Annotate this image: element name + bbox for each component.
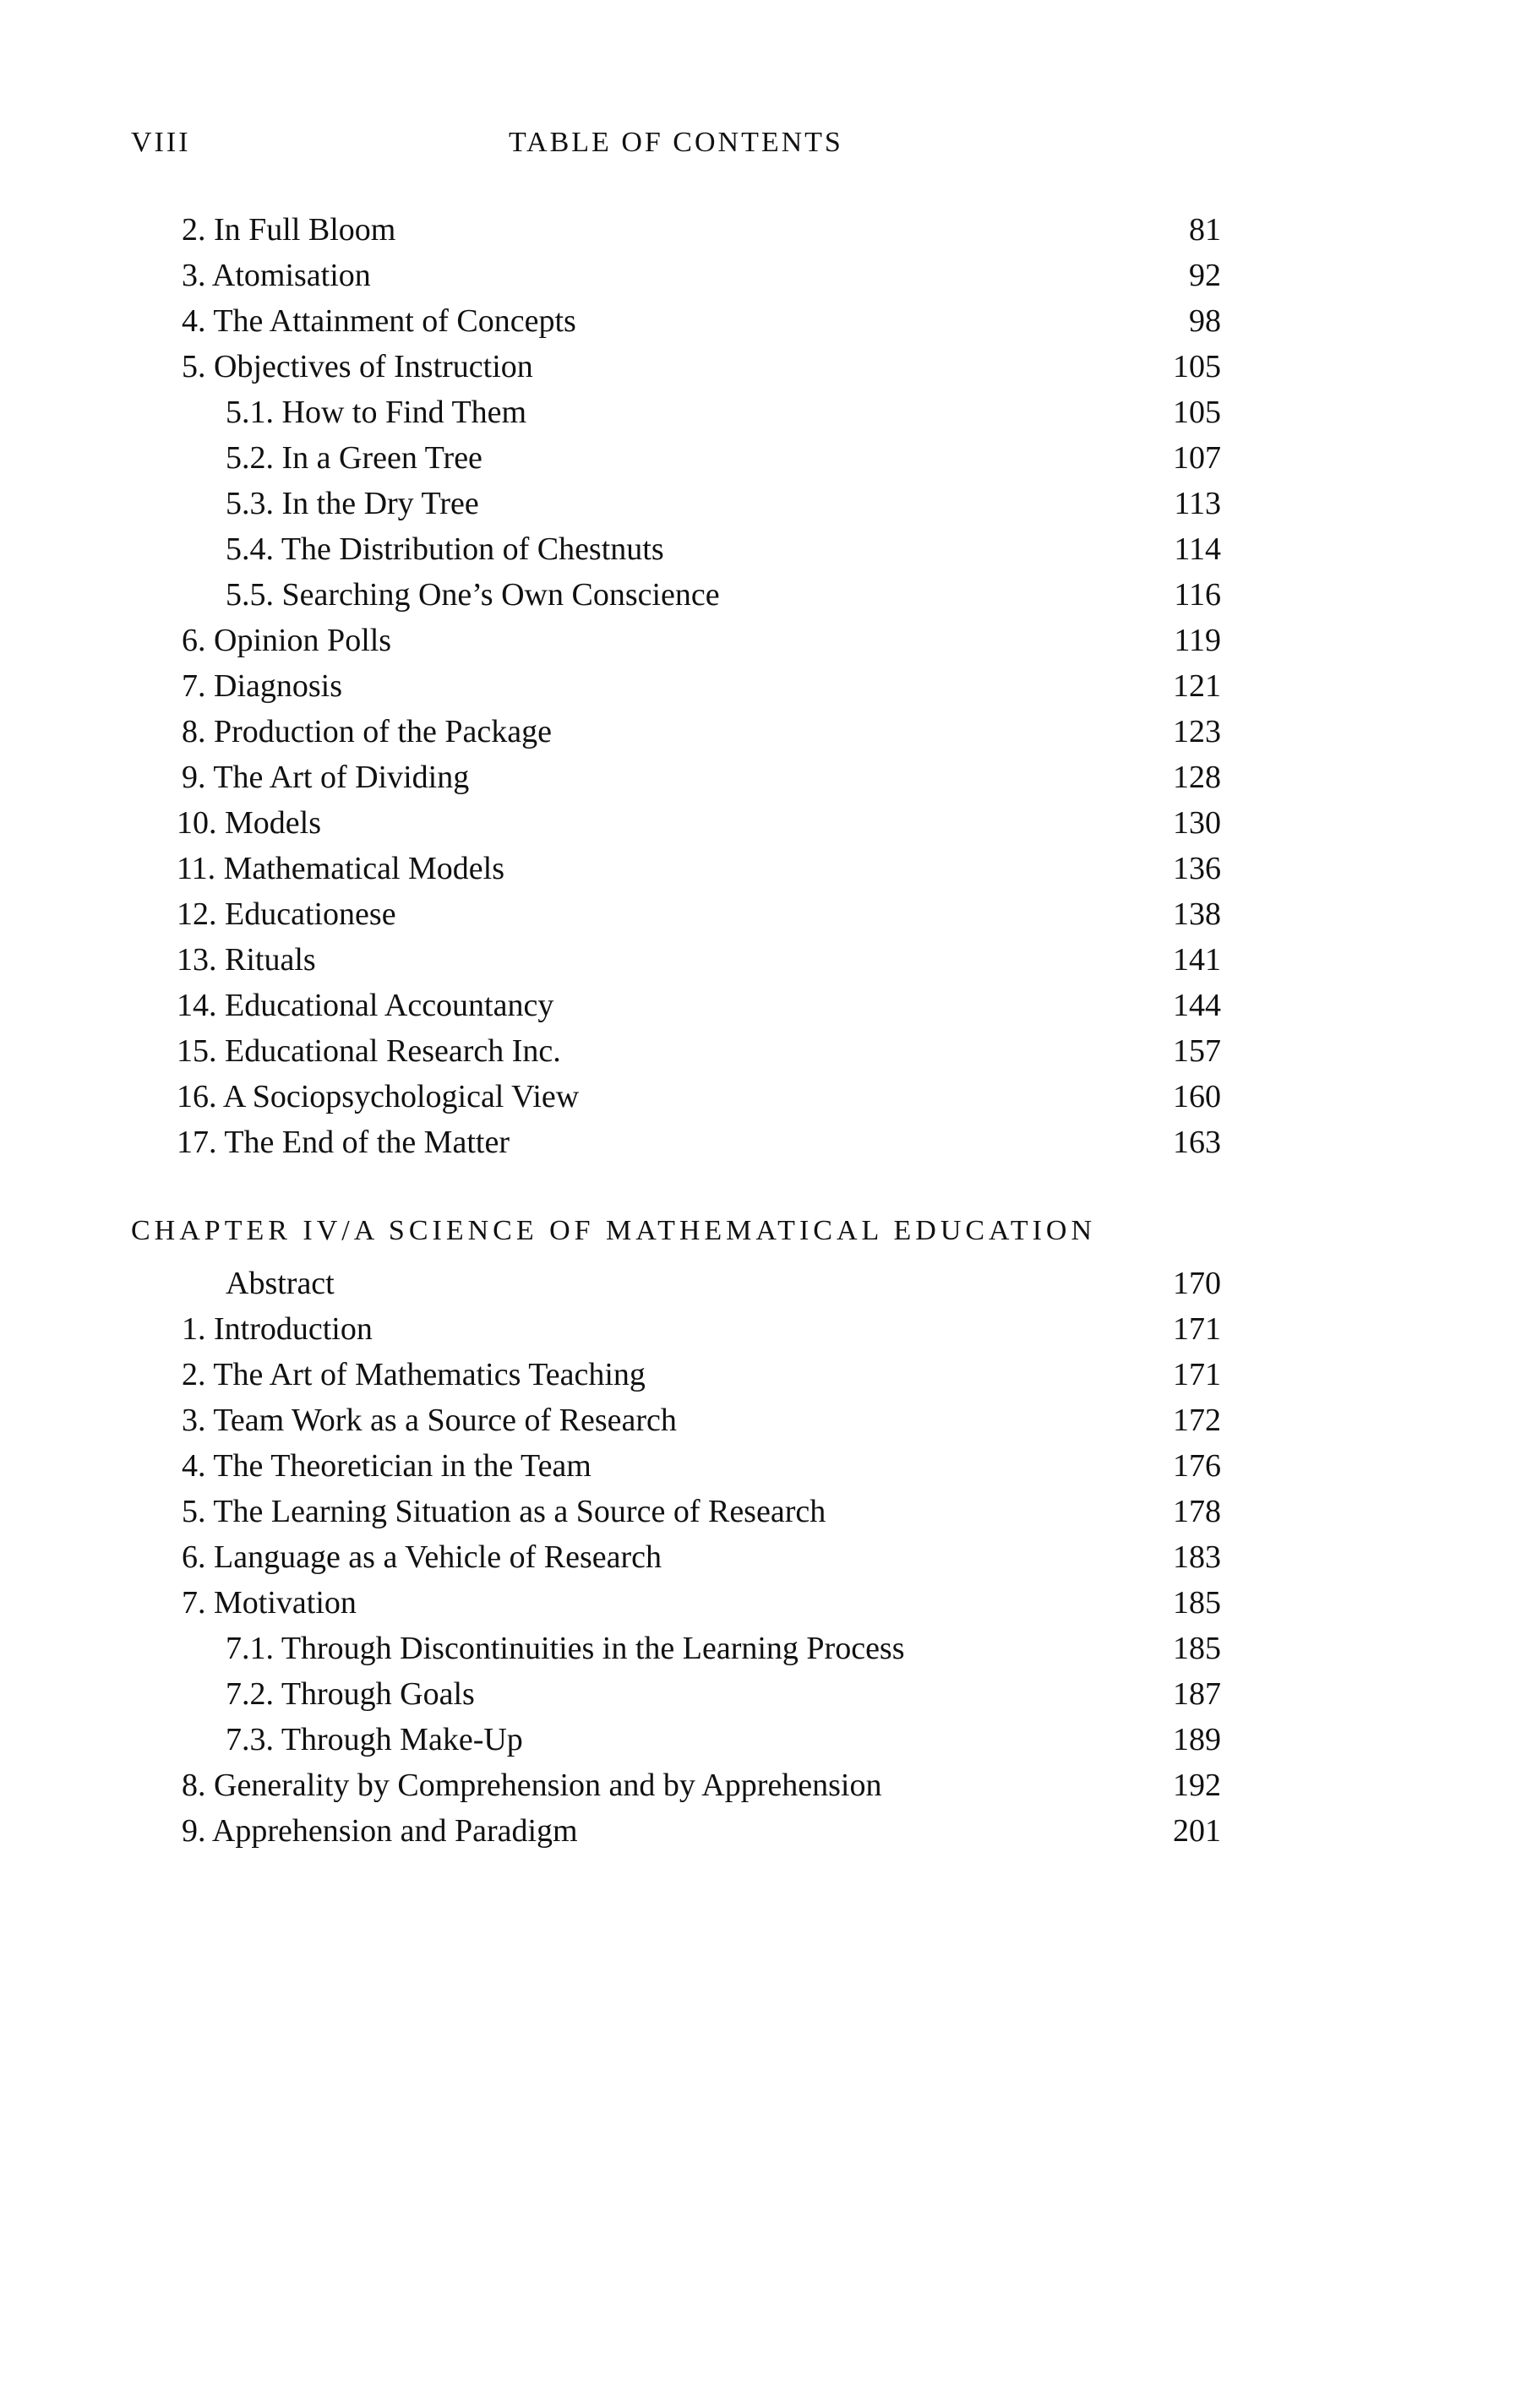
toc-entry <box>131 983 1221 1028</box>
toc-entry-label: 17. The End of the Matter <box>177 1125 510 1160</box>
toc-entry <box>131 937 1221 983</box>
toc-entry <box>131 1489 1221 1534</box>
toc-entry <box>131 891 1221 937</box>
toc-subentry <box>131 1671 1221 1717</box>
toc-entry-label: 3. Atomisation <box>182 258 371 293</box>
toc-entry <box>131 253 1221 298</box>
toc-entry-label: 5.3. In the Dry Tree <box>226 486 479 521</box>
toc-entry <box>131 298 1221 344</box>
toc-subentry <box>131 435 1221 481</box>
toc-entry-label: 7.3. Through Make-Up <box>226 1722 523 1757</box>
toc-entry <box>131 1808 1221 1854</box>
toc-entry <box>131 1397 1221 1443</box>
toc-entry-label: 1. Introduction <box>182 1311 373 1347</box>
page-title: TABLE OF CONTENTS <box>509 127 843 158</box>
toc-entry-label: 3. Team Work as a Source of Research <box>182 1403 677 1438</box>
toc-entry-page: 107 <box>1173 440 1221 476</box>
toc-entry-page: 176 <box>1173 1448 1221 1484</box>
toc-entry-page: 192 <box>1173 1768 1221 1803</box>
toc-subentry <box>131 526 1221 572</box>
toc-entry-label: 7. Diagnosis <box>182 668 342 704</box>
toc-entry-page: 201 <box>1173 1813 1221 1849</box>
toc-entry <box>131 1580 1221 1626</box>
toc-chapter-4 <box>131 1261 1221 1854</box>
toc-entry-page: 163 <box>1173 1125 1221 1160</box>
toc-entry-page: 113 <box>1174 486 1221 521</box>
toc-entry-page: 81 <box>1189 212 1221 248</box>
toc-entry-label: 5.4. The Distribution of Chestnuts <box>226 531 664 567</box>
toc-entry-page: 123 <box>1173 714 1221 749</box>
toc-entry <box>131 663 1221 709</box>
toc-entry-page: 170 <box>1173 1266 1221 1301</box>
toc-entry-page: 185 <box>1173 1585 1221 1621</box>
toc-entry-page: 92 <box>1189 258 1221 293</box>
toc-entry-label: 7.2. Through Goals <box>226 1676 475 1712</box>
toc-entry-page: 172 <box>1173 1403 1221 1438</box>
toc-entry-label: 15. Educational Research Inc. <box>177 1033 561 1069</box>
toc-entry-label: 7.1. Through Discontinuities in the Learning Process <box>226 1631 905 1666</box>
toc-entry <box>131 1028 1221 1074</box>
chapter-heading: CHAPTER IV/A SCIENCE OF MATHEMATICAL EDUCATION <box>131 1215 1097 1246</box>
toc-entry-page: 171 <box>1173 1311 1221 1347</box>
toc-entry-page: 136 <box>1173 851 1221 886</box>
toc-entry-label: 8. Generality by Comprehension and by Apprehension <box>182 1768 882 1803</box>
toc-entry <box>131 1443 1221 1489</box>
toc-entry-page: 157 <box>1173 1033 1221 1069</box>
toc-entry-page: 116 <box>1174 577 1221 613</box>
toc-entry-label: 5.1. How to Find Them <box>226 395 527 430</box>
toc-entry-page: 98 <box>1189 303 1221 339</box>
toc-entry-label: 14. Educational Accountancy <box>177 988 554 1023</box>
running-head <box>131 127 1221 169</box>
toc-entry-label: 8. Production of the Package <box>182 714 552 749</box>
toc-entry <box>131 1534 1221 1580</box>
toc-entry-page: 138 <box>1173 896 1221 932</box>
toc-entry-label: 9. Apprehension and Paradigm <box>182 1813 578 1849</box>
toc-entry-page: 141 <box>1173 942 1221 978</box>
toc-entry-label: 4. The Theoretician in the Team <box>182 1448 592 1484</box>
toc-subentry <box>131 481 1221 526</box>
toc-entry <box>131 1074 1221 1120</box>
toc-entry-label: 5. The Learning Situation as a Source of Research <box>182 1494 826 1529</box>
toc-entry-page: 183 <box>1173 1539 1221 1575</box>
toc-entry-label: 5.2. In a Green Tree <box>226 440 482 476</box>
toc-entry <box>131 344 1221 390</box>
toc-entry-page: 119 <box>1174 623 1221 658</box>
toc-entry-page: 130 <box>1173 805 1221 841</box>
toc-entry-label: 6. Language as a Vehicle of Research <box>182 1539 662 1575</box>
toc-entry <box>131 846 1221 891</box>
toc-entry-label: 6. Opinion Polls <box>182 623 392 658</box>
toc-entry-page: 171 <box>1173 1357 1221 1392</box>
toc-subentry <box>131 572 1221 618</box>
toc-entry <box>131 1352 1221 1397</box>
toc-entry-label: 4. The Attainment of Concepts <box>182 303 576 339</box>
toc-entry <box>131 709 1221 755</box>
toc-entry-page: 185 <box>1173 1631 1221 1666</box>
toc-entry-label: Abstract <box>226 1266 335 1301</box>
toc-entry <box>131 207 1221 253</box>
toc-entry-page: 160 <box>1173 1079 1221 1114</box>
toc-entry-page: 105 <box>1173 395 1221 430</box>
toc-entry-label: 16. A Sociopsychological View <box>177 1079 580 1114</box>
toc-entry-page: 189 <box>1173 1722 1221 1757</box>
toc-entry <box>131 618 1221 663</box>
toc-entry-page: 114 <box>1174 531 1221 567</box>
toc-entry-label: 12. Educationese <box>177 896 396 932</box>
toc-entry-page: 128 <box>1173 760 1221 795</box>
toc-subentry <box>131 390 1221 435</box>
toc-entry-label: 10. Models <box>177 805 321 841</box>
toc-entry-label: 9. The Art of Dividing <box>182 760 470 795</box>
toc-entry <box>131 1120 1221 1165</box>
toc-subentry <box>131 1261 1221 1306</box>
toc-entry-page: 187 <box>1173 1676 1221 1712</box>
toc-entry-label: 5. Objectives of Instruction <box>182 349 533 384</box>
toc-entry <box>131 800 1221 846</box>
toc-entry-label: 13. Rituals <box>177 942 316 978</box>
toc-entry-label: 2. The Art of Mathematics Teaching <box>182 1357 646 1392</box>
toc-entry-page: 105 <box>1173 349 1221 384</box>
toc-entry-page: 144 <box>1173 988 1221 1023</box>
toc-entry-label: 5.5. Searching One’s Own Conscience <box>226 577 720 613</box>
toc-entry-label: 2. In Full Bloom <box>182 212 396 248</box>
toc-entry-label: 7. Motivation <box>182 1585 357 1621</box>
toc-entry-page: 178 <box>1173 1494 1221 1529</box>
toc-entry <box>131 1306 1221 1352</box>
toc-entry <box>131 755 1221 800</box>
toc-subentry <box>131 1626 1221 1671</box>
toc-section-continued <box>131 207 1221 1165</box>
toc-entry <box>131 1762 1221 1808</box>
page-folio: VIII <box>131 127 191 158</box>
toc-subentry <box>131 1717 1221 1762</box>
toc-entry-label: 11. Mathematical Models <box>177 851 504 886</box>
toc-entry-page: 121 <box>1173 668 1221 704</box>
